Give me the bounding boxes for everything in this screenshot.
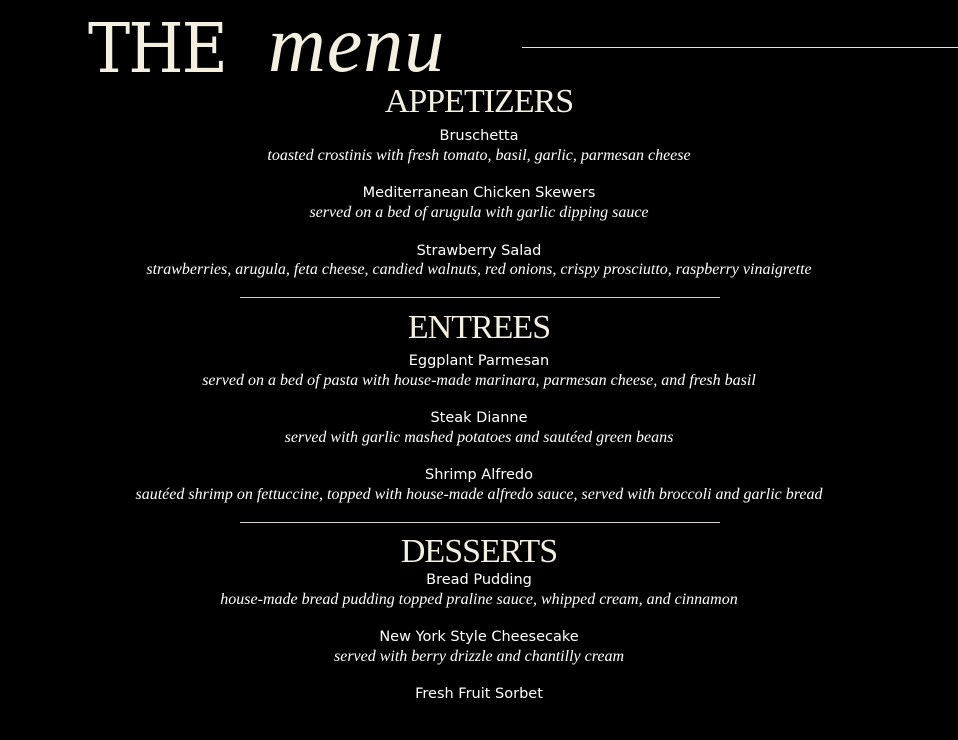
section-divider — [240, 297, 720, 298]
menu-item-name: Bread Pudding — [426, 572, 532, 588]
menu-item-name: Bruschetta — [439, 128, 519, 144]
menu-item-description: strawberries, arugula, feta cheese, candied walnuts, red onions, crispy prosciutto, raspberry vinaigrette — [146, 261, 812, 278]
menu-item-description: served on a bed of pasta with house-made marinara, parmesan cheese, and fresh basil — [202, 372, 756, 389]
menu-item-name: Eggplant Parmesan — [408, 353, 550, 369]
menu-item-name: Fresh Fruit Sorbet — [415, 686, 543, 702]
section-title-desserts: DESSERTS — [400, 533, 558, 570]
menu-item-name: New York Style Cheesecake — [379, 629, 579, 645]
section-title-entrees: ENTREES — [407, 309, 551, 346]
menu-item-description: sautéed shrimp on fettuccine, topped with house-made alfredo sauce, served with broccoli and garlic bread — [135, 486, 823, 503]
header-menu-script: menu — [268, 1, 446, 89]
menu-item-description: toasted crostinis with fresh tomato, basil, garlic, parmesan cheese — [267, 147, 691, 164]
menu-item-description: served with berry drizzle and chantilly cream — [333, 648, 625, 665]
menu-item-description: served with garlic mashed potatoes and sautéed green beans — [284, 429, 674, 446]
menu-item-name: Mediterranean Chicken Skewers — [362, 185, 596, 201]
header-the-text: THE — [88, 10, 226, 89]
menu-item-name: Strawberry Salad — [416, 243, 542, 259]
header-rule — [522, 47, 958, 48]
section-title-appetizers: APPETIZERS — [384, 83, 574, 120]
menu-item-description: house-made bread pudding topped praline sauce, whipped cream, and cinnamon — [220, 591, 738, 608]
menu-item-name: Shrimp Alfredo — [424, 467, 533, 483]
menu-item-description: served on a bed of arugula with garlic dipping sauce — [309, 204, 649, 221]
section-divider — [240, 522, 720, 523]
menu-item-name: Steak Dianne — [430, 410, 528, 426]
